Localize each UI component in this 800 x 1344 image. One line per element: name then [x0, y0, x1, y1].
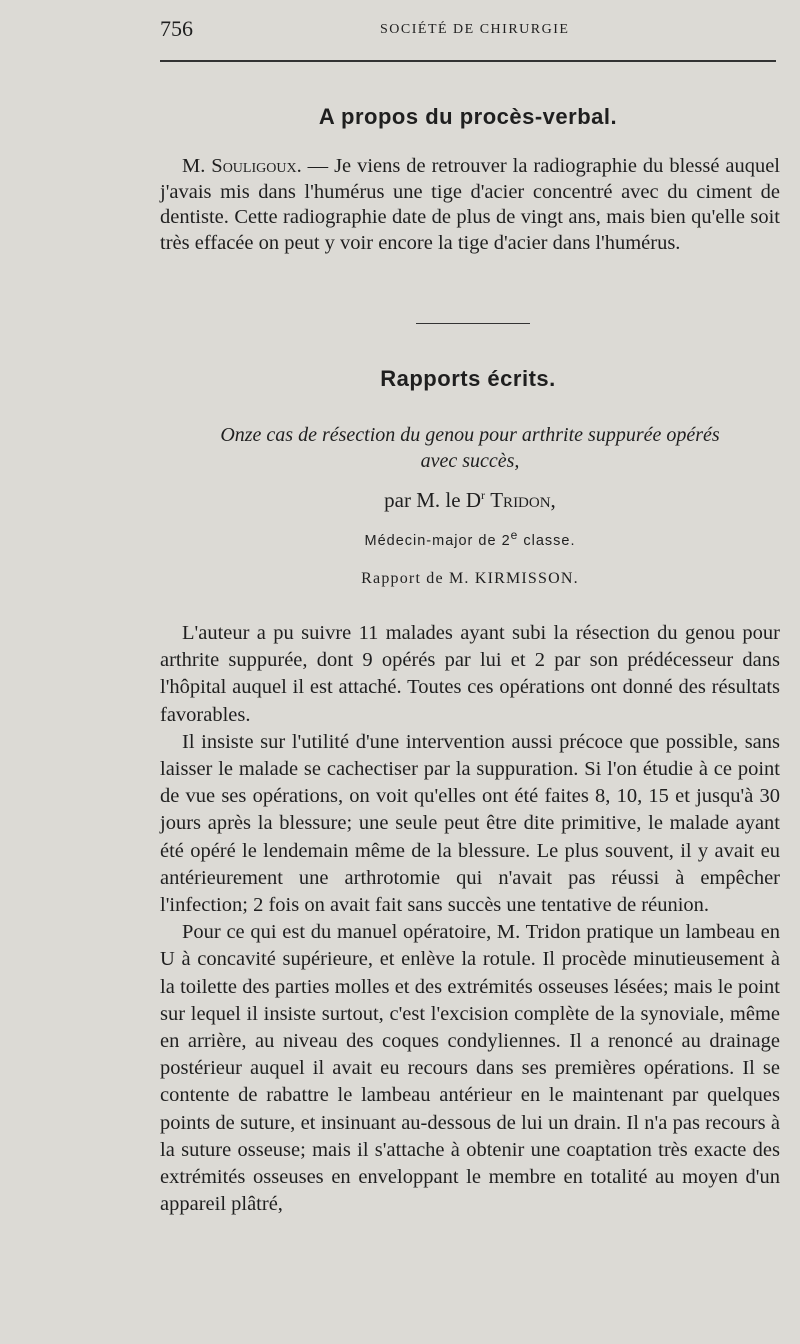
souligoux-text: — Je viens de retrouver la radiographie du blessé auquel j'avais mis dans l'humérus une tige d'acier concentré avec du ciment de dentiste. Cette radiographie date de plus de vingt ans, mais bien qu'elle soit très effacée on peut y voir encore la tige d'acier dans l'humérus.: [160, 155, 780, 255]
report-paragraph-1: L'auteur a pu suivre 11 malades ayant subi la résection du genou pour arthrite suppurée, dont 9 opérés par lui et 2 par son prédécesseur dans l'hôpital auquel il est attaché. Toutes ces opérations ont donné des résultats favorables.: [160, 622, 780, 726]
running-head: SOCIÉTÉ DE CHIRURGIE: [380, 22, 570, 37]
article-title-line-1: Onze cas de résection du genou pour arthrite suppurée opérés: [220, 424, 720, 446]
role-prefix: Médecin-major de 2: [364, 532, 511, 549]
report-body: [160, 620, 780, 1218]
byline-sup: r: [480, 488, 485, 502]
section-divider: [416, 323, 530, 324]
report-paragraph-2: Il insiste sur l'utilité d'une intervention aussi précoce que possible, sans laisser le malade se cachectiser par la suppuration. Si l'on étudie à ce point de vue ses opérations, on voit qu'elles ont été faites 8, 10, 15 et jusqu'à 30 jours après la blessure; une seule peut être dite primitive, le malade ayant été opéré le lendemain même de la blessure. Le plus souvent, il y avait eu antérieurement une arthrotomie qui n'avait pas réussi à empêcher l'infection; 2 fois on avait fait sans succès une tentative de réunion.: [160, 730, 780, 917]
page-number: 756: [160, 16, 193, 41]
report-author: Rapport de M. KIRMISSON.: [361, 570, 579, 587]
section-title-proces-verbal: A propos du procès-verbal.: [318, 104, 618, 129]
author-role: [160, 528, 780, 549]
section-title-rapports: Rapports écrits.: [380, 366, 556, 391]
header-rule: [160, 60, 776, 62]
article-title-line-2: avec succès,: [420, 450, 520, 472]
souligoux-paragraph: [160, 154, 780, 257]
author-byline: [160, 488, 780, 513]
byline-prefix: par M. le D: [384, 488, 481, 512]
role-sup: e: [510, 528, 519, 542]
speaker-name: M. Souligoux.: [182, 155, 302, 177]
author-name: Tridon,: [490, 488, 556, 512]
page-header: [160, 16, 776, 46]
role-suffix: classe.: [518, 532, 576, 549]
report-paragraph-3: Pour ce qui est du manuel opératoire, M. Tridon pratique un lambeau en U à concavité supérieure, et enlève la rotule. Il procède minutieusement à la toilette des parties molles et des extrémités osseuses lésées; mais le point sur lequel il insiste surtout, c'est l'excision complète de la synoviale, même en arrière, au niveau des coques condyliennes. Il a renoncé au drainage postérieur auquel il avait eu recours dans ses premières opérations. Il se contente de rabattre le lambeau antérieur en le maintenant par quelques points de suture, et insinuant au-dessous de lui un drain. Il n'a pas recours à la suture osseuse; mais il s'attache à obtenir une coaptation très exacte des extrémités osseuses en enveloppant le membre en totalité au moyen d'un appareil plâtré,: [160, 921, 780, 1216]
